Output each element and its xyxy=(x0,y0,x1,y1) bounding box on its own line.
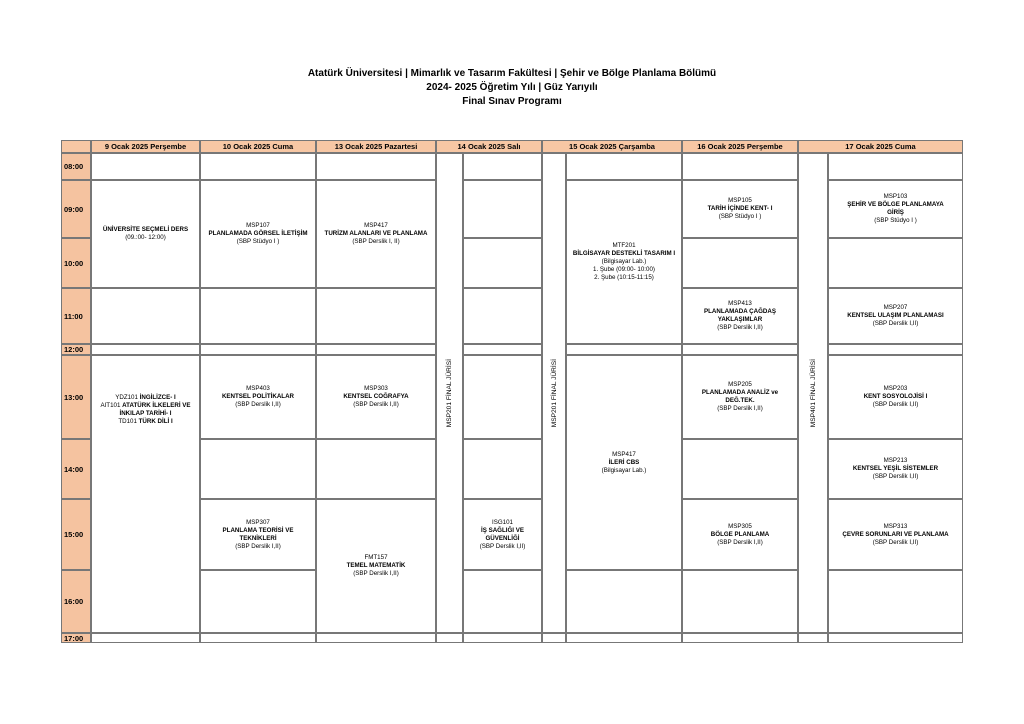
grid-cell xyxy=(463,238,542,288)
time-slot: 17:00 xyxy=(61,633,91,643)
grid-cell xyxy=(316,344,436,355)
exam-block xyxy=(316,355,436,439)
exam-room: (SBP Derslik I, II) xyxy=(352,238,400,245)
exam-code: MSP413 xyxy=(728,300,752,307)
exam-block xyxy=(828,355,963,439)
exam-room: (SBP Derslik I,II) xyxy=(479,542,526,550)
header-corner xyxy=(61,140,91,153)
exam-code: MSP417 xyxy=(364,222,388,229)
grid-cell xyxy=(316,153,436,180)
exam-block xyxy=(828,180,963,238)
grid-cell xyxy=(682,570,798,633)
exam-block xyxy=(682,288,798,344)
grid-cell xyxy=(566,153,682,180)
exam-room: (SBP Derslik I,II) xyxy=(717,324,763,331)
exam-name: PLANLAMADA GÖRSEL İLETİŞİM xyxy=(208,230,308,237)
grid-cell xyxy=(682,344,798,355)
grid-cell xyxy=(200,153,316,180)
academic-year: 2024- 2025 Öğretim Yılı | Güz Yarıyılı xyxy=(426,82,598,93)
grid-cell xyxy=(828,570,963,633)
exam-name: İLERİ CBS xyxy=(608,458,640,466)
exam-schedule-table xyxy=(61,140,963,643)
grid-cell xyxy=(463,633,542,643)
exam-room: (Bilgisayar Lab.) xyxy=(601,466,647,474)
grid-cell xyxy=(828,633,963,643)
exam-l2_code: AIT101 xyxy=(100,402,121,409)
exam-block xyxy=(566,355,682,570)
faculty-title: Atatürk Üniversitesi | Mimarlık ve Tasarım Fakültesi | Şehir ve Bölge Planlama Bölümü xyxy=(307,68,717,79)
exam-block xyxy=(682,499,798,570)
exam-block xyxy=(682,355,798,439)
exam-name: ÇEVRE SORUNLARI VE PLANLAMA xyxy=(842,530,949,538)
exam-l4_code: TD101 xyxy=(118,418,137,425)
grid-cell xyxy=(566,344,682,355)
exam-room: (SBP Derslik I,II) xyxy=(235,401,281,408)
grid-cell xyxy=(463,570,542,633)
grid-cell xyxy=(798,633,828,643)
time-slot: 15:00 xyxy=(61,499,91,570)
exam-code: MSP307 xyxy=(246,518,270,526)
day-header: 13 Ocak 2025 Pazartesi xyxy=(316,140,436,153)
exam-name: TURİZM ALANLARI VE PLANLAMA xyxy=(324,230,428,237)
exam-code: MSP305 xyxy=(728,522,752,530)
time-slot: 10:00 xyxy=(61,238,91,288)
grid-cell xyxy=(316,439,436,499)
grid-cell xyxy=(200,344,316,355)
grid-cell xyxy=(828,344,963,355)
exam-name1: ŞEHİR VE BÖLGE PLANLAMAYA xyxy=(847,201,944,208)
grid-cell xyxy=(316,288,436,344)
exam-block xyxy=(828,288,963,344)
exam-s1: 1. Şube (09:00- 10:00) xyxy=(593,266,655,273)
exam-block xyxy=(200,355,316,439)
exam-room: (SBP Derslik I,II) xyxy=(353,570,399,577)
exam-code: MTF201 xyxy=(612,242,636,249)
time-slot: 13:00 xyxy=(61,355,91,439)
grid-cell xyxy=(828,238,963,288)
exam-name2: GİRİŞ xyxy=(887,209,904,216)
exam-name1: PLANLAMADA ÇAĞDAŞ xyxy=(704,308,776,315)
exam-block xyxy=(828,499,963,570)
exam-name: KENT SOSYOLOJİSİ I xyxy=(863,393,928,400)
grid-cell xyxy=(682,633,798,643)
exam-code: MSP213 xyxy=(883,457,908,464)
exam-name: BİLGİSAYAR DESTEKLİ TASARIM I xyxy=(572,250,676,257)
exam-code: MSP203 xyxy=(883,385,908,392)
grid-cell xyxy=(91,633,200,643)
time-slot: 12:00 xyxy=(61,344,91,355)
exam-block xyxy=(91,180,200,288)
exam-code: FMT157 xyxy=(364,554,388,561)
exam-code: MSP205 xyxy=(728,381,752,388)
exam-name2: GÜVENLİĞİ xyxy=(485,534,520,542)
exam-code: MSP403 xyxy=(246,385,270,392)
exam-code: MSP417 xyxy=(612,450,636,458)
grid-cell xyxy=(463,439,542,499)
exam-l1_code: YDZ101 xyxy=(115,394,138,401)
grid-cell xyxy=(828,153,963,180)
exam-room: (SBP Stüdyo I ) xyxy=(874,217,917,224)
grid-cell xyxy=(463,288,542,344)
day-header: 17 Ocak 2025 Cuma xyxy=(798,140,963,153)
exam-room: (SBP Stüdyo I ) xyxy=(718,213,762,220)
exam-line xyxy=(115,394,176,402)
exam-time: (09.:00- 12:00) xyxy=(125,234,166,241)
time-slot: 11:00 xyxy=(61,288,91,344)
exam-block xyxy=(316,180,436,288)
grid-cell xyxy=(463,344,542,355)
exam-code: MSP105 xyxy=(728,197,752,204)
time-slot: 09:00 xyxy=(61,180,91,238)
time-slot: 08:00 xyxy=(61,153,91,180)
exam-name2: TEKNİKLERİ xyxy=(239,534,277,542)
exam-room: (SBP Stüdyo I ) xyxy=(236,238,280,245)
exam-room: (SBP Derslik I,II) xyxy=(717,538,763,546)
day-header: 16 Ocak 2025 Perşembe xyxy=(682,140,798,153)
grid-cell xyxy=(682,238,798,288)
grid-cell xyxy=(463,153,542,180)
jury-label: MSP401 FİNAL JÜRİSİ xyxy=(809,358,817,428)
exam-code: ISG101 xyxy=(492,518,513,526)
grid-cell xyxy=(200,570,316,633)
exam-name: KENTSEL ULAŞIM PLANLAMASI xyxy=(847,312,944,319)
exam-room: (SBP Derslik I,II) xyxy=(717,405,763,412)
exam-name: KENTSEL YEŞİL SİSTEMLER xyxy=(852,465,939,472)
exam-name1: İŞ SAĞLIĞI VE xyxy=(481,526,524,534)
grid-cell xyxy=(542,633,566,643)
exam-block xyxy=(828,439,963,499)
jury-label: MSP201 FİNAL JÜRİSİ xyxy=(446,358,453,428)
exam-room: (Bilgisayar Lab.) xyxy=(601,258,647,265)
final-jury-bar xyxy=(542,153,566,633)
grid-cell xyxy=(91,153,200,180)
grid-cell xyxy=(463,355,542,439)
day-header: 15 Ocak 2025 Çarşamba xyxy=(542,140,682,153)
exam-room: (SBP Derslik I,II) xyxy=(353,401,399,408)
exam-name: KENTSEL POLİTİKALAR xyxy=(221,393,295,400)
exam-name2: DEĞ.TEK. xyxy=(725,397,755,404)
grid-cell xyxy=(566,570,682,633)
grid-cell xyxy=(200,288,316,344)
exam-code: MSP107 xyxy=(246,222,270,229)
exam-block xyxy=(682,180,798,238)
exam-block xyxy=(200,499,316,570)
grid-cell xyxy=(566,633,682,643)
grid-cell xyxy=(436,633,463,643)
exam-name1: PLANLAMA TEORİSİ VE xyxy=(222,526,294,534)
exam-name1: PLANLAMADA ANALİZ ve xyxy=(701,389,779,396)
exam-l4_name: TÜRK DİLİ I xyxy=(138,418,173,425)
exam-l1_name: İNGİLİZCE- I xyxy=(139,394,176,401)
exam-block xyxy=(316,499,436,633)
time-slot: 14:00 xyxy=(61,439,91,499)
exam-room: (SBP Derslik I,II) xyxy=(872,538,919,546)
exam-line xyxy=(100,402,190,410)
grid-cell xyxy=(463,180,542,238)
exam-room: (SBP Derslik I,II) xyxy=(872,401,919,408)
exam-name: TARİH İÇİNDE KENT- I xyxy=(707,205,773,212)
exam-code: MSP103 xyxy=(883,193,908,200)
grid-cell xyxy=(200,439,316,499)
grid-cell xyxy=(682,153,798,180)
final-jury-bar xyxy=(798,153,828,633)
day-header: 9 Ocak 2025 Perşembe xyxy=(91,140,200,153)
exam-code: MSP303 xyxy=(364,385,388,392)
exam-block xyxy=(566,180,682,344)
day-header: 14 Ocak 2025 Salı xyxy=(436,140,542,153)
day-header: 10 Ocak 2025 Cuma xyxy=(200,140,316,153)
exam-name: BÖLGE PLANLAMA xyxy=(710,530,770,538)
exam-name: KENTSEL COĞRAFYA xyxy=(343,393,409,400)
exam-room: (SBP Derslik I,II) xyxy=(872,320,919,327)
exam-name2: YAKLAŞIMLAR xyxy=(717,316,763,323)
exam-room: (SBP Derslik I,II) xyxy=(872,473,919,480)
jury-label: MSP201 FİNAL JÜRİSİ xyxy=(550,358,558,428)
exam-name: TEMEL MATEMATİK xyxy=(346,562,406,569)
exam-block xyxy=(200,180,316,288)
grid-cell xyxy=(316,633,436,643)
exam-line xyxy=(118,418,172,426)
exam-block xyxy=(463,499,542,570)
grid-cell xyxy=(91,344,200,355)
final-jury-bar xyxy=(436,153,463,633)
program-title: Final Sınav Programı xyxy=(462,96,562,107)
grid-cell xyxy=(682,439,798,499)
grid-cell xyxy=(200,633,316,643)
exam-code: MSP313 xyxy=(883,522,908,530)
exam-l2_name: ATATÜRK İLKELERİ VE xyxy=(122,402,191,409)
time-slot: 16:00 xyxy=(61,570,91,633)
grid-cell xyxy=(91,288,200,344)
exam-block xyxy=(91,355,200,633)
exam-line xyxy=(119,410,171,418)
exam-l3_name: İNKILAP TARİHİ- I xyxy=(119,410,172,417)
exam-s2: 2. Şube (10:15-11:15) xyxy=(594,274,654,281)
exam-code: MSP207 xyxy=(883,304,908,311)
exam-room: (SBP Derslik I,II) xyxy=(235,542,281,550)
exam-name: ÜNİVERSİTE SEÇMELİ DERS xyxy=(102,226,189,233)
